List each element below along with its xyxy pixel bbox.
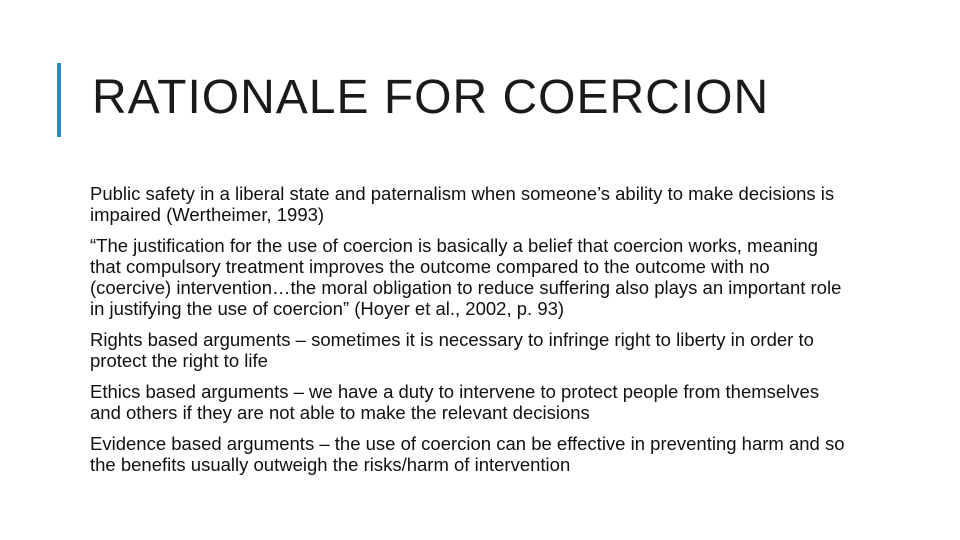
bullet-list [90,183,850,475]
bullet-rights-based: Rights based arguments – sometimes it is necessary to infringe right to liberty in order to protect the right to life [90,329,814,371]
slide-title: RATIONALE FOR COERCION [92,71,770,124]
title-accent-bar [57,63,61,137]
bullet-ethics-based: Ethics based arguments – we have a duty to intervene to protect people from themselves and others if they are not able to make the relevant decisions [90,381,820,423]
bullet-public-safety: Public safety in a liberal state and paternalism when someone’s ability to make decisions is impaired (Wertheimer, 1993) [90,183,835,225]
bullet-justification-quote: “The justification for the use of coercion is basically a belief that coercion works, meaning that compulsory treatment improves the outcome compared to the outcome with no (coercive) intervention…the moral obligation to reduce suffering also plays an important role in justifying the use of coercion” (Hoyer et al., 2002, p. 93) [90,235,842,319]
bullet-evidence-based: Evidence based arguments – the use of coercion can be effective in preventing harm and so the benefits usually outweigh the risks/harm of intervention [90,433,845,475]
